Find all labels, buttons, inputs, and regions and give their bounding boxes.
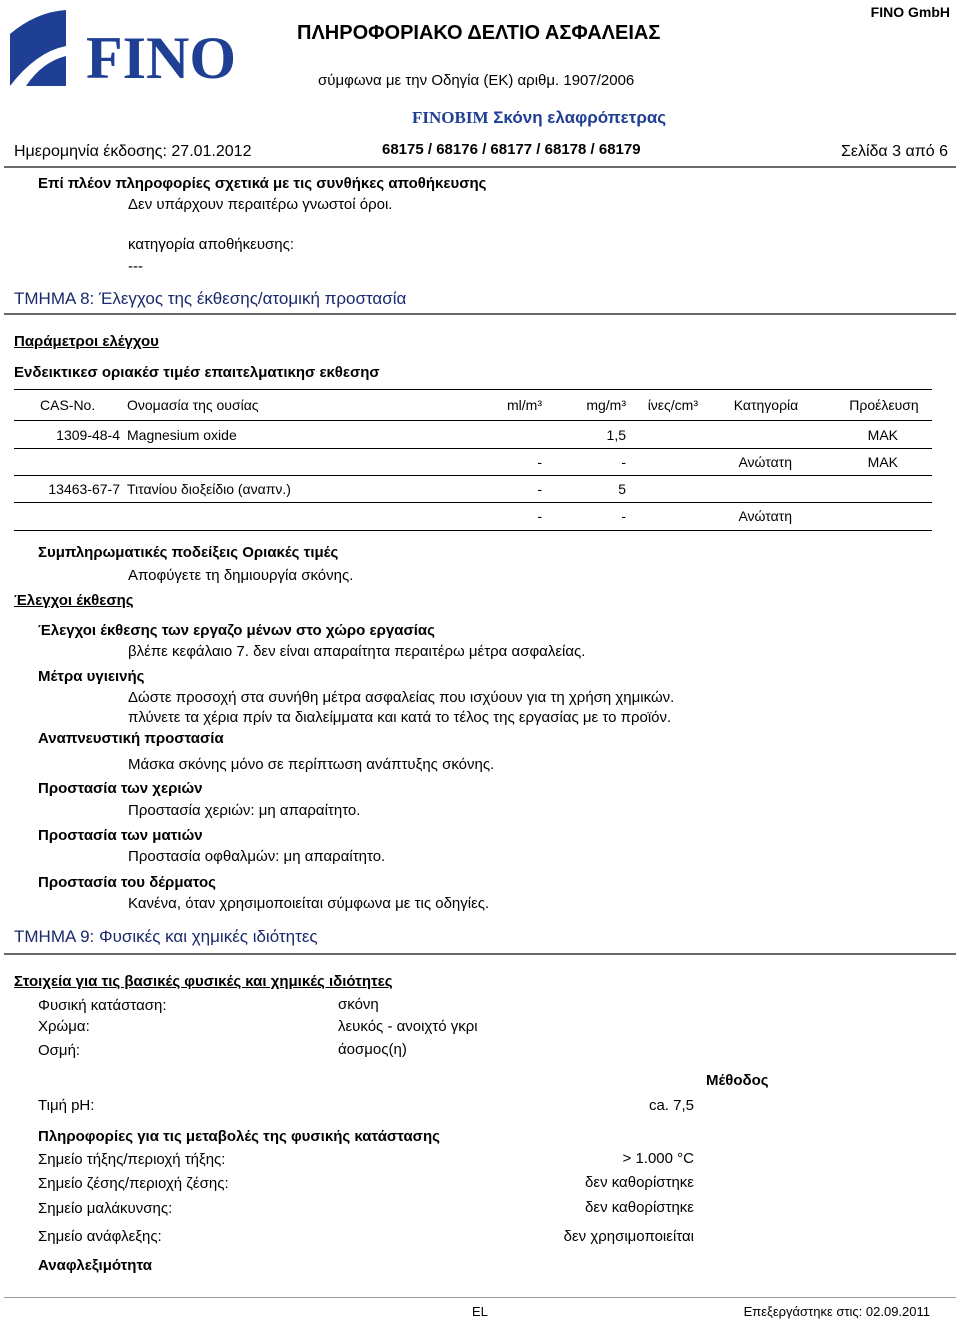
- footer-rule: [4, 1297, 956, 1298]
- table-cell-ml: -: [537, 481, 542, 497]
- limit-values-heading: Ενδεικτικεσ οριακέσ τιμέσ επαιτελματικησ εκθεσησ: [14, 364, 380, 381]
- flammability-heading: Αναφλεξιμότητα: [38, 1257, 152, 1274]
- method-label: Μέθοδος: [706, 1072, 769, 1089]
- table-cell-cas: 1309-48-4: [56, 427, 120, 443]
- company-name: FINO GmbH: [870, 4, 950, 20]
- col-header-origin: Προέλευση: [849, 397, 919, 413]
- basic-properties-heading: Στοιχεία για τις βασικές φυσικές και χημικές ιδιότητες: [14, 973, 393, 990]
- section8-title: ΤΜΗΜΑ 8: Έλεγχος της έκθεσης/ατομική προστασία: [14, 289, 407, 308]
- table-cell-category: Ανώτατη: [738, 454, 792, 470]
- eye-protection-heading: Προστασία των ματιών: [38, 827, 203, 844]
- supplementary-heading: Συμπληρωματικές ποδείξεις Οριακές τιμές: [38, 544, 339, 561]
- respiratory-text: Μάσκα σκόνης μόνο σε περίπτωση ανάπτυξης σκόνης.: [128, 756, 495, 773]
- table-cell-name: Magnesium oxide: [127, 427, 237, 443]
- melting-point-label: Σημείο τήξης/περιοχή τήξης:: [38, 1151, 226, 1168]
- supplementary-text: Αποφύγετε τη δημιουργία σκόνης.: [128, 567, 354, 584]
- worker-exposure-heading: Έλεγχοι έκθεσης των εργαζο μένων στο χώρο εργασίας: [38, 622, 435, 639]
- state-change-heading: Πληροφορίες για τις μεταβολές της φυσικής κατάστασης: [38, 1128, 440, 1145]
- exposure-controls-heading: Έλεγχοι έκθεσης: [14, 592, 134, 609]
- physical-state-value: σκόνη: [338, 996, 379, 1013]
- section9-title: ΤΜΗΜΑ 9: Φυσικές και χημικές ιδιότητες: [14, 927, 318, 946]
- footer-language: EL: [472, 1304, 488, 1319]
- col-header-ml: ml/m³: [507, 397, 542, 413]
- hygiene-text-2: πλύνετε τα χέρια πρίν τα διαλείμματα και κατά το τέλος της εργασίας με το προϊόν.: [128, 709, 672, 726]
- col-header-cas: CAS-No.: [40, 397, 96, 413]
- worker-exposure-text: βλέπε κεφάλαιο 7. δεν είναι απαραίτητα περαιτέρω μέτρα ασφαλείας.: [128, 643, 586, 660]
- page-number: Σελίδα 3 από 6: [840, 143, 948, 160]
- boiling-point-label: Σημείο ζέσης/περιοχή ζέσης:: [38, 1175, 229, 1192]
- hygiene-text-1: Δώστε προσοχή στα συνήθη μέτρα ασφαλείας που ισχύουν για τη χρήση χημικών.: [128, 689, 675, 706]
- ph-label: Τιμή pH:: [38, 1097, 95, 1114]
- softening-point-label: Σημείο μαλάκυνσης:: [38, 1200, 173, 1217]
- doc-title: ΠΛΗΡΟΦΟΡΙΑΚΟ ΔΕΛΤΙΟ ΑΣΦΑΛΕΙΑΣ: [297, 22, 661, 44]
- header-rule: [4, 166, 956, 168]
- col-header-fibres: ίνες/cm³: [647, 397, 698, 413]
- logo-brand: FINO: [86, 25, 236, 90]
- issue-date: Ημερομηνία έκδοσης: 27.01.2012: [14, 143, 252, 160]
- storage-text: Δεν υπάρχουν περαιτέρω γνωστοί όροι.: [128, 196, 393, 213]
- table-cell-mg: 1,5: [606, 427, 626, 443]
- table-cell-mg: -: [621, 508, 626, 524]
- colour-label: Χρώμα:: [38, 1018, 90, 1035]
- fino-logo: [6, 6, 256, 90]
- ph-value: ca. 7,5: [648, 1097, 694, 1114]
- col-header-name: Ονομασία της ουσίας: [127, 397, 259, 413]
- hygiene-heading: Μέτρα υγιεινής: [38, 668, 145, 685]
- product-brand: FINOBIM: [412, 108, 489, 127]
- table-cell-mg: -: [621, 454, 626, 470]
- table-cell-category: Ανώτατη: [738, 508, 792, 524]
- section8-rule: [4, 313, 956, 315]
- col-header-category: Κατηγορία: [733, 397, 799, 413]
- flash-point-value: δεν χρησιμοποιείται: [563, 1228, 694, 1245]
- hand-protection-heading: Προστασία των χεριών: [38, 780, 203, 797]
- hand-protection-text: Προστασία χεριών: μη απαραίτητο.: [128, 802, 361, 819]
- section9-rule: [4, 953, 956, 955]
- table-cell-origin: MAK: [867, 427, 898, 443]
- control-params-heading: Παράμετροι ελέγχου: [14, 333, 159, 350]
- table-cell-ml: -: [537, 508, 542, 524]
- eye-protection-text: Προστασία οφθαλμών: μη απαραίτητο.: [128, 848, 386, 865]
- softening-point-value: δεν καθορίστηκε: [585, 1199, 694, 1216]
- product-codes: 68175 / 68176 / 68177 / 68178 / 68179: [382, 141, 641, 158]
- storage-heading: Επί πλέον πληροφορίες σχετικά με τις συνθήκες αποθήκευσης: [38, 175, 487, 192]
- footer-processed-date: Επεξεργάστηκε στις: 02.09.2011: [743, 1304, 930, 1319]
- boiling-point-value: δεν καθορίστηκε: [585, 1174, 694, 1191]
- col-header-mg: mg/m³: [586, 397, 626, 413]
- table-cell-origin: MAK: [867, 454, 898, 470]
- table-cell-mg: 5: [618, 481, 626, 497]
- table-cell-cas: 13463-67-7: [48, 481, 120, 497]
- flash-point-label: Σημείο ανάφλεξης:: [38, 1228, 162, 1245]
- odour-value: άοσμος(η): [338, 1041, 407, 1058]
- skin-protection-text: Κανένα, όταν χρησιμοποιείται σύμφωνα με τις οδηγίες.: [128, 895, 490, 912]
- colour-value: λευκός - ανοιχτό γκρι: [338, 1018, 478, 1035]
- product-name: Σκόνη ελαφρόπετρας: [493, 108, 667, 127]
- table-cell-name: Τιτανίου διοξείδιο (αναπν.): [127, 481, 291, 497]
- doc-subtitle: σύμφωνα με την Οδηγία (ΕΚ) αριθμ. 1907/2006: [318, 72, 635, 89]
- physical-state-label: Φυσική κατάσταση:: [38, 997, 167, 1014]
- storage-category-value: ---: [128, 258, 143, 275]
- respiratory-heading: Αναπνευστική προστασία: [38, 730, 224, 747]
- melting-point-value: > 1.000 °C: [622, 1150, 694, 1167]
- odour-label: Οσμή:: [38, 1042, 81, 1059]
- skin-protection-heading: Προστασία του δέρματος: [38, 874, 216, 891]
- product-line: [412, 108, 666, 128]
- table-cell-ml: -: [537, 454, 542, 470]
- storage-category-label: κατηγορία αποθήκευσης:: [128, 236, 295, 253]
